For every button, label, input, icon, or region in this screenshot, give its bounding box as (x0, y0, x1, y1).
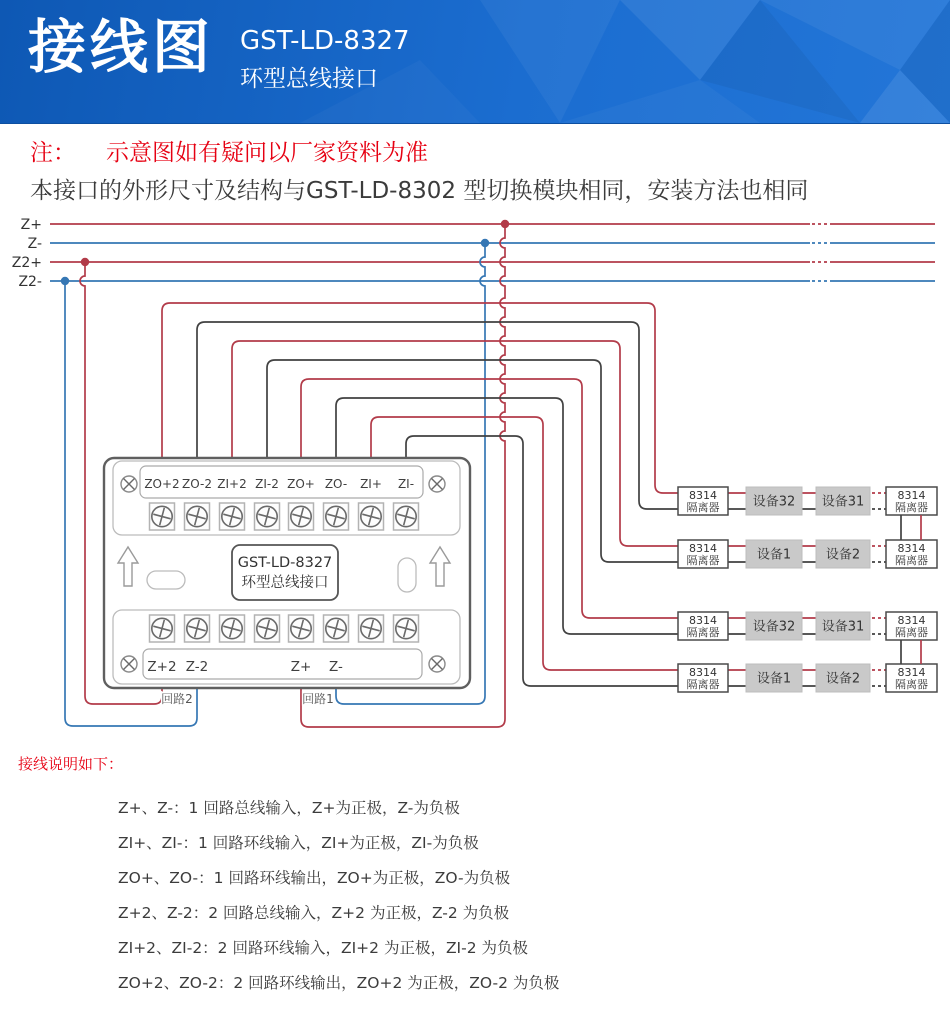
device-row (678, 540, 937, 568)
screw-terminal (359, 503, 384, 530)
device-row (678, 664, 937, 692)
loop2-label: 回路2 (161, 692, 193, 706)
device-label: 设备2 (825, 547, 861, 563)
screw-terminal (394, 615, 419, 642)
screw-terminal (150, 503, 175, 530)
device-label: 设备1 (756, 547, 792, 563)
module-nameplate-type: 环型总线接口 (241, 575, 329, 591)
note-label: 注： (30, 140, 76, 166)
mounting-screw-icon (121, 656, 137, 672)
page-title: 接线图 (28, 13, 215, 81)
description-line: 本接口的外形尺寸及结构与GST-LD-8302 型切换模块相同，安装方法也相同 (30, 178, 809, 204)
legend-item: ZI+、ZI-：1 回路环线输入，ZI+为正极，ZI-为负极 (118, 833, 479, 852)
isolator-name: 隔离器 (895, 626, 928, 639)
device-label: 设备32 (752, 619, 796, 635)
terminal-label-Z-: Z- (329, 659, 343, 675)
terminal-label-Z+2: Z+2 (147, 659, 177, 675)
legend-heading: 接线说明如下： (18, 755, 124, 773)
screw-terminal (289, 615, 314, 642)
bus-label-z-minus: Z- (27, 236, 42, 252)
legend-item: ZO+、ZO-：1 回路环线输出，ZO+为正极，ZO-为负极 (118, 868, 511, 887)
isolator-name: 隔离器 (895, 501, 928, 514)
device-label: 设备31 (821, 619, 865, 635)
isolator-name: 隔离器 (686, 678, 720, 691)
screw-terminal (324, 503, 349, 530)
screw-terminal (185, 615, 210, 642)
bus-label-z2-minus: Z2- (18, 274, 42, 290)
note-text: 示意图如有疑问以厂家资料为准 (106, 140, 428, 166)
screw-terminal (359, 615, 384, 642)
screw-terminal (220, 503, 245, 530)
isolator-model: 8314 (897, 489, 926, 502)
screw-terminal (255, 503, 280, 530)
isolator-model: 8314 (689, 614, 717, 627)
terminal-label-ZI+2: ZI+2 (217, 477, 247, 491)
legend-item: Z+、Z-：1 回路总线输入，Z+为正极，Z-为负极 (118, 798, 460, 817)
screw-terminal (289, 503, 314, 530)
terminal-label-ZO-2: ZO-2 (182, 477, 212, 491)
screw-terminal (324, 615, 349, 642)
screw-terminal (150, 615, 175, 642)
bus-label-z2-plus: Z2+ (11, 255, 42, 271)
model-subtitle: 环型总线接口 (240, 66, 378, 92)
screw-terminal (394, 503, 419, 530)
isolator-name: 隔离器 (686, 501, 720, 514)
module-body (104, 458, 470, 688)
isolator-model: 8314 (689, 666, 717, 679)
module-nameplate (232, 545, 338, 600)
module-nameplate-model: GST-LD-8327 (237, 555, 333, 571)
terminal-label-Z+: Z+ (290, 659, 312, 675)
isolator-model: 8314 (897, 542, 926, 555)
loop1-label: 回路1 (302, 692, 334, 706)
isolator-model: 8314 (897, 614, 926, 627)
note-line (30, 134, 428, 167)
device-label: 设备2 (825, 671, 861, 687)
model-number: GST-LD-8327 (240, 26, 410, 56)
mounting-screw-icon (121, 476, 137, 492)
device-label: 设备31 (821, 494, 865, 510)
mounting-screw-icon (429, 476, 445, 492)
legend-item: ZO+2、ZO-2：2 回路环线输出，ZO+2 为正极，ZO-2 为负极 (118, 973, 560, 992)
device-row (678, 487, 937, 515)
terminal-label-Z-2: Z-2 (185, 659, 209, 675)
device-label: 设备32 (752, 494, 796, 510)
terminal-label-ZO+: ZO+ (287, 477, 315, 491)
terminal-label-ZI-: ZI- (397, 477, 415, 491)
legend-item: Z+2、Z-2：2 回路总线输入，Z+2 为正极，Z-2 为负极 (118, 903, 510, 922)
mounting-screw-icon (429, 656, 445, 672)
isolator-name: 隔离器 (686, 626, 720, 639)
isolator-name: 隔离器 (895, 678, 928, 691)
bus-label-z-plus: Z+ (20, 217, 42, 233)
terminal-label-ZO-: ZO- (324, 477, 348, 491)
isolator-model: 8314 (689, 489, 717, 502)
terminal-label-ZO+2: ZO+2 (144, 477, 180, 491)
legend-item: ZI+2、ZI-2：2 回路环线输入，ZI+2 为正极，ZI-2 为负极 (118, 938, 529, 957)
isolator-model: 8314 (689, 542, 717, 555)
screw-terminal (220, 615, 245, 642)
isolator-name: 隔离器 (686, 554, 720, 567)
terminal-label-ZI-2: ZI-2 (255, 477, 279, 491)
isolator-name: 隔离器 (895, 554, 928, 567)
isolator-model: 8314 (897, 666, 926, 679)
header-banner (0, 0, 950, 124)
screw-terminal (255, 615, 280, 642)
terminal-label-ZI+: ZI+ (360, 477, 382, 491)
screw-terminal (185, 503, 210, 530)
wiring-diagram (0, 210, 950, 750)
device-label: 设备1 (756, 671, 792, 687)
legend-list (118, 789, 559, 999)
device-row (678, 612, 937, 640)
